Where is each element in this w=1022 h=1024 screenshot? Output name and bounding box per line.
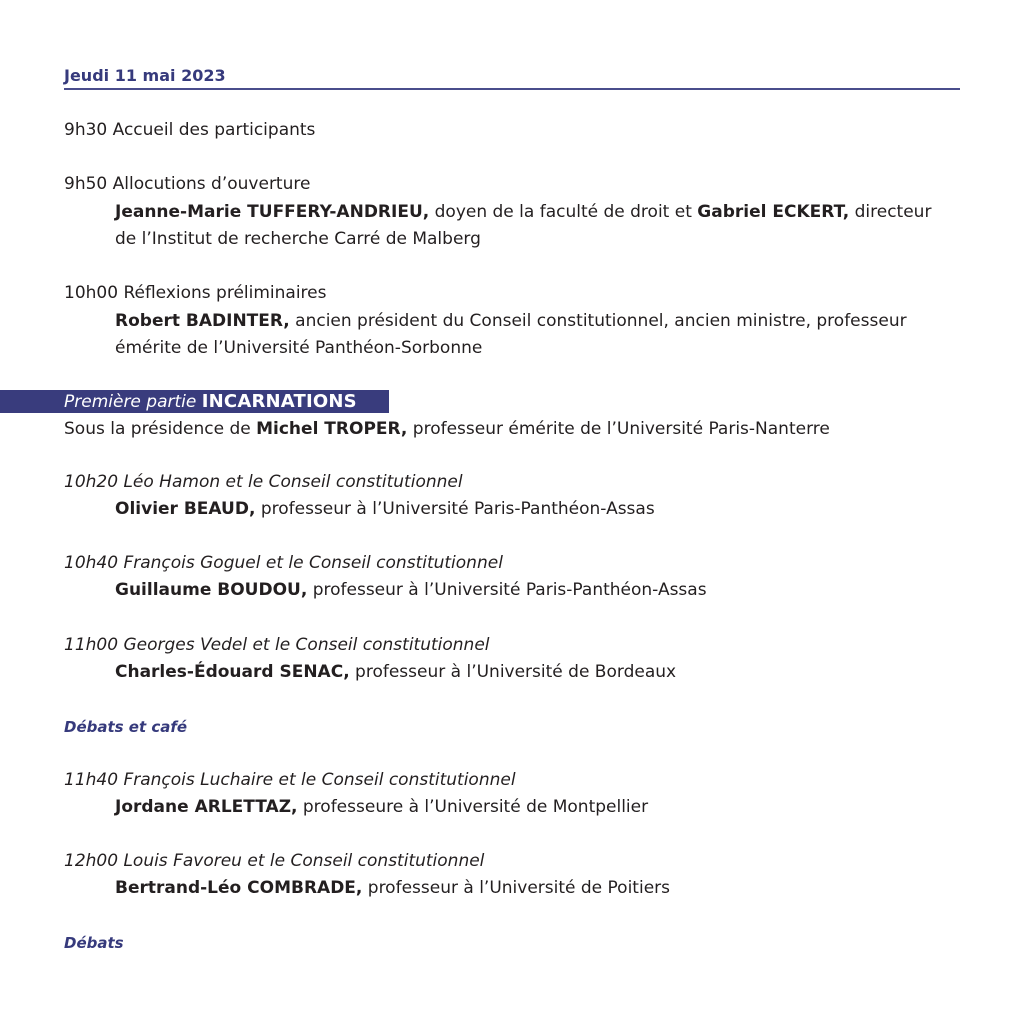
speaker-role: professeur à l’Université Paris-Panthéon-Assas: [307, 580, 707, 600]
speaker-name: Bertrand-Léo COMBRADE,: [115, 878, 363, 898]
speaker-name: Jordane ARLETTAZ,: [115, 797, 298, 817]
section-heading: [64, 390, 357, 414]
session-reflexions: 10h00 Réflexions préliminaires: [64, 283, 327, 303]
presidence-prefix: Sous la présidence de: [64, 419, 257, 439]
header-rule: [64, 88, 960, 90]
talk-title: 10h20 Léo Hamon et le Conseil constitutionnel: [64, 472, 463, 492]
talk-speaker: [115, 499, 655, 519]
ouverture-line2: de l’Institut de recherche Carré de Malberg: [115, 229, 481, 249]
talk-speaker: [115, 878, 670, 898]
speaker-role: professeur à l’Université de Bordeaux: [349, 662, 677, 682]
talk-speaker: [115, 797, 648, 817]
speaker-role: professeure à l’Université de Montpellier: [297, 797, 649, 817]
program-date: Jeudi 11 mai 2023: [64, 66, 226, 85]
speaker-name: Guillaume BOUDOU,: [115, 580, 308, 600]
speaker-role: professeur à l’Université Paris-Panthéon-Assas: [255, 499, 655, 519]
speaker-role: doyen de la faculté de droit et: [429, 202, 698, 222]
talk-title: 10h40 François Goguel et le Conseil constitutionnel: [64, 553, 503, 573]
reflexions-speaker: [115, 311, 907, 331]
speaker-name: Charles-Édouard SENAC,: [115, 662, 350, 682]
section-label: Première partie: [64, 392, 202, 412]
talk-speaker: [115, 580, 707, 600]
speaker-name: Robert BADINTER,: [115, 311, 290, 331]
section-title: INCARNATIONS: [201, 391, 357, 412]
speaker-name: Gabriel ECKERT,: [697, 202, 850, 222]
talk-title: 12h00 Louis Favoreu et le Conseil constitutionnel: [64, 851, 485, 871]
talk-speaker: [115, 662, 676, 682]
presidence-name: Michel TROPER,: [256, 419, 408, 439]
ouverture-speakers: [115, 202, 931, 222]
presidence-role: professeur émérite de l’Université Paris-Nanterre: [407, 419, 830, 439]
section-presidence: [64, 419, 830, 439]
break-debats-cafe: Débats et café: [64, 718, 188, 736]
speaker-role: directeur: [849, 202, 932, 222]
talk-title: 11h00 Georges Vedel et le Conseil constitutionnel: [64, 635, 490, 655]
break-debats: Débats: [64, 934, 124, 952]
talk-title: 11h40 François Luchaire et le Conseil constitutionnel: [64, 770, 516, 790]
reflexions-line2: émérite de l’Université Panthéon-Sorbonne: [115, 338, 483, 358]
speaker-name: Olivier BEAUD,: [115, 499, 256, 519]
speaker-role: professeur à l’Université de Poitiers: [362, 878, 670, 898]
speaker-role: ancien président du Conseil constitutionnel, ancien ministre, professeur: [289, 311, 907, 331]
speaker-name: Jeanne-Marie TUFFERY-ANDRIEU,: [115, 202, 430, 222]
session-accueil: 9h30 Accueil des participants: [64, 120, 316, 140]
session-ouverture: 9h50 Allocutions d’ouverture: [64, 174, 311, 194]
